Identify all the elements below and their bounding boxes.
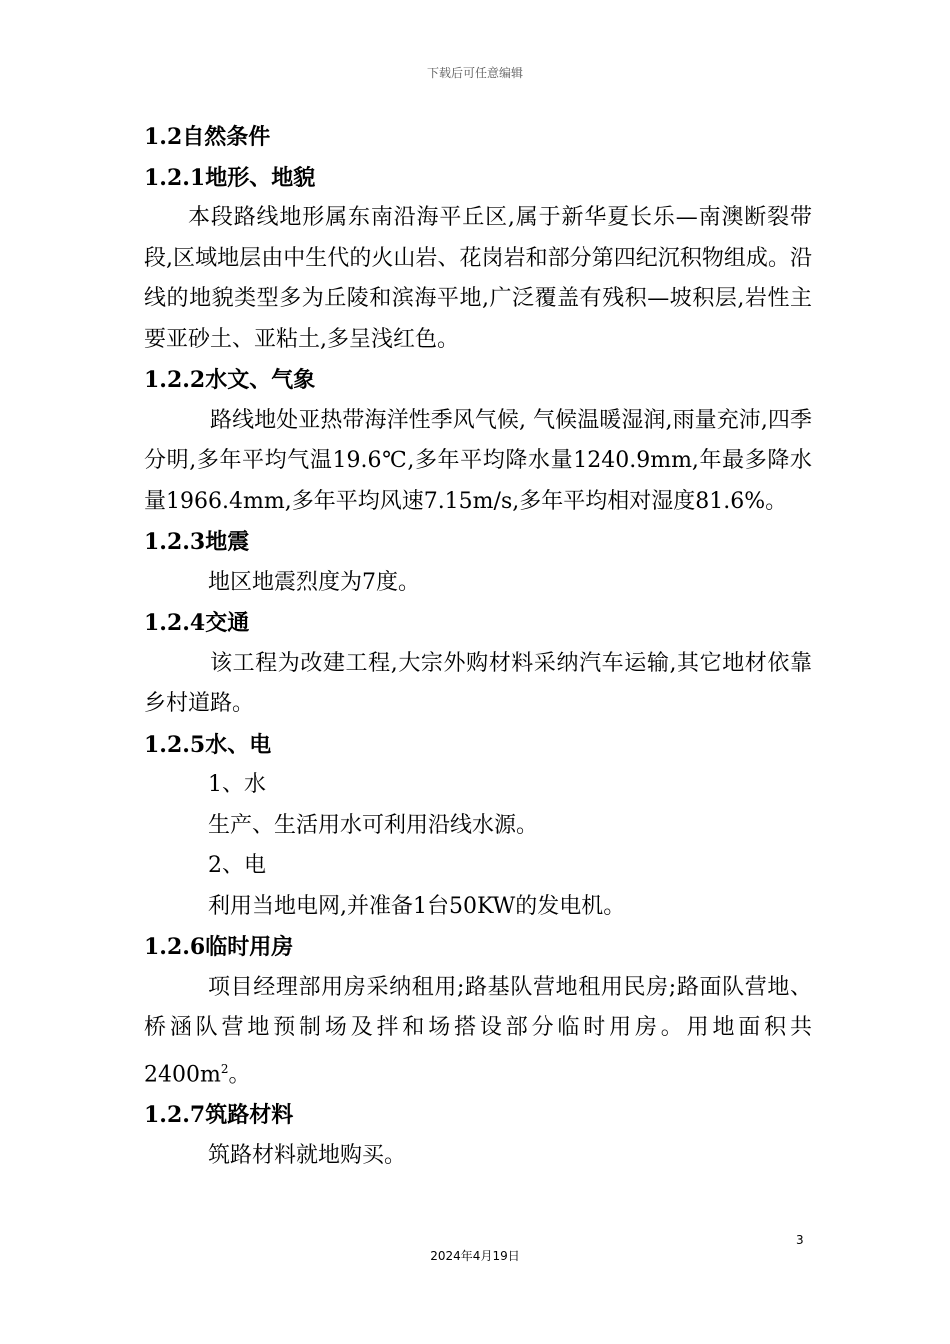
section-heading: 1.2.3地震 xyxy=(144,529,250,555)
paragraph: 本段路线地形属东南沿海平丘区,属于新华夏长乐—南澳断裂带段,区域地层由中生代的火山岩、花岗岩和部分第四纪沉积物组成。沿线的地貌类型多为丘陵和滨海平地,广泛覆盖有残积—坡积层,岩性主要亚砂土、亚粘土,多呈浅红色。 xyxy=(144,205,812,352)
page-number: 3 xyxy=(796,1233,804,1247)
list-item: 2、电 xyxy=(208,853,266,878)
paragraph: 地区地震烈度为7度。 xyxy=(208,569,420,595)
document-body xyxy=(144,117,812,1176)
paragraph: 利用当地电网,并准备1台50KW的发电机。 xyxy=(208,893,626,919)
paragraph: 路线地处亚热带海洋性季风气候, 气候温暖湿润,雨量充沛,四季分明,多年平均气温19.6℃,多年平均降水量1240.9mm,年最多降水量1966.4mm,多年平均风速7.15m/s,多年平均相对湿度81.6%。 xyxy=(144,407,812,514)
paragraph: 该工程为改建工程,大宗外购材料采纳汽车运输,其它地材依靠乡村道路。 xyxy=(144,650,812,716)
page-header: 下载后可任意编辑 xyxy=(426,66,523,80)
paragraph-text: 项目经理部用房采纳租用;路基队营地租用民房;路面队营地、桥涵队营地预制场及拌和场搭设部分临时用房。用地面积共 xyxy=(144,974,812,1040)
paragraph: 筑路材料就地购买。 xyxy=(208,1142,407,1168)
page-footer-date: 2024年4月19日 xyxy=(430,1249,520,1263)
section-heading: 1.2.6临时用房 xyxy=(144,934,294,960)
section-heading: 1.2.4交通 xyxy=(144,610,250,636)
superscript: 2 xyxy=(220,1061,229,1076)
paragraph xyxy=(144,968,812,1096)
section-heading: 1.2.5水、电 xyxy=(144,731,272,758)
section-heading: 1.2.2水文、气象 xyxy=(144,367,316,393)
section-heading: 1.2.7筑路材料 xyxy=(144,1102,294,1129)
list-item: 1、水 xyxy=(208,772,266,797)
paragraph-end: 。 xyxy=(228,1061,251,1087)
section-heading: 1.2自然条件 xyxy=(144,124,271,150)
paragraph: 生产、生活用水可利用沿线水源。 xyxy=(208,812,539,838)
area-value: 2400m xyxy=(144,1061,221,1087)
section-heading: 1.2.1地形、地貌 xyxy=(144,164,316,191)
